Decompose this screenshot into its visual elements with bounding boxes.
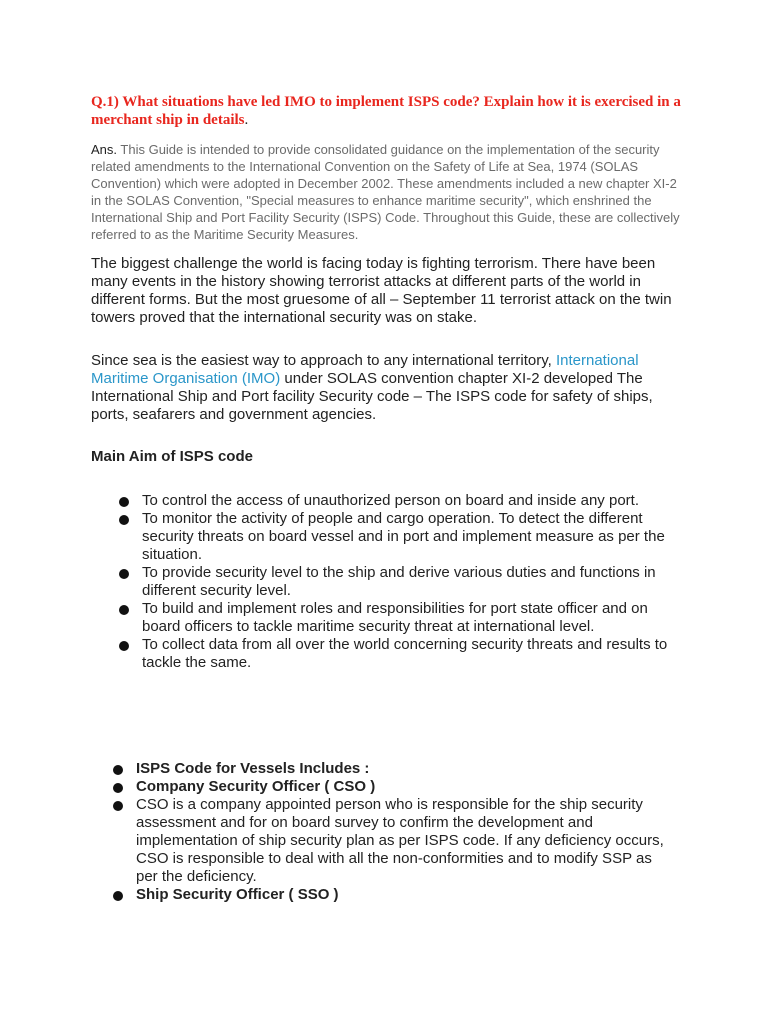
aim-item: [142, 600, 682, 636]
answer-label: Ans.: [91, 142, 118, 157]
answer-text: This Guide is intended to provide consolidated guidance on the implementation of the security related amendments to the International Convention on the Safety of Life at Sea, 1974 (SOLAS Convention) which were adopted in December 2002. These amendments included a new chapter XI-2 in the SOLAS Convention, "Special measures to enhance maritime security", which enshrined the International Ship and Port Facility Security (ISPS) Code. Throughout this Guide, these are collectively referred to as the Maritime Security Measures.: [91, 142, 680, 242]
aim-item: [142, 636, 682, 672]
cso-description-item: [136, 796, 676, 886]
bullet-icon: [119, 515, 129, 525]
aim-text: To collect data from all over the world concerning security threats and results to tackle the same.: [142, 636, 668, 671]
imo-paragraph-after: under SOLAS convention chapter XI-2 developed The International Ship and Port facility Security code – The ISPS code for safety of ships, ports, seafarers and government agencies.: [91, 370, 653, 423]
aims-heading: Main Aim of ISPS code: [91, 448, 253, 465]
cso-heading-item: [136, 778, 676, 796]
bullet-icon: [113, 891, 123, 901]
sso-heading-text: Ship Security Officer ( SSO ): [136, 886, 339, 903]
bullet-icon: [119, 569, 129, 579]
cso-description-text: CSO is a company appointed person who is responsible for the ship security assessment and for on board survey to confirm the development and implementation of ship security plan as per ISPS code. If any deficiency occurs, CSO is responsible to deal with all the non-conformities and to modify SSP as per the deficiency.: [136, 796, 664, 885]
bullet-icon: [113, 783, 123, 793]
imo-paragraph-before: Since sea is the easiest way to approach to any international territory,: [91, 352, 556, 369]
bullet-icon: [119, 641, 129, 651]
aims-list: [142, 492, 682, 672]
terrorism-paragraph: The biggest challenge the world is facing today is fighting terrorism. There have been many events in the history showing terrorist attacks at different parts of the world in different forms. But the most gruesome of all – September 11 terrorist attack on the twin towers proved that the international security was on stake.: [91, 255, 672, 326]
bullet-icon: [113, 765, 123, 775]
bullet-icon: [113, 801, 123, 811]
bullet-icon: [119, 605, 129, 615]
aim-item: [142, 492, 682, 510]
aim-item: [142, 564, 682, 600]
cso-heading-text: Company Security Officer ( CSO ): [136, 778, 376, 795]
aim-text: To provide security level to the ship and derive various duties and functions in different security level.: [142, 564, 656, 599]
answer-paragraph: [91, 141, 683, 243]
question-text: Q.1) What situations have led IMO to implement ISPS code? Explain how it is exercised in a merchant ship in details: [91, 94, 681, 128]
vessels-heading-item: [136, 760, 676, 778]
imo-paragraph: [91, 352, 683, 424]
sso-heading-item: [136, 886, 676, 904]
imo-link[interactable]: International Maritime Organisation (IMO): [91, 352, 639, 387]
vessels-heading-text: ISPS Code for Vessels Includes :: [136, 760, 370, 777]
question-end: .: [244, 112, 249, 128]
vessels-list: [136, 760, 676, 904]
aim-item: [142, 510, 682, 564]
aim-text: To control the access of unauthorized person on board and inside any port.: [142, 492, 639, 509]
aim-text: To build and implement roles and responsibilities for port state officer and on board officers to tackle maritime security threat at international level.: [142, 600, 648, 635]
bullet-icon: [119, 497, 129, 507]
question-heading: [91, 93, 691, 129]
aim-text: To monitor the activity of people and cargo operation. To detect the different security threats on board vessel and in port and implement measure as per the situation.: [142, 510, 665, 563]
